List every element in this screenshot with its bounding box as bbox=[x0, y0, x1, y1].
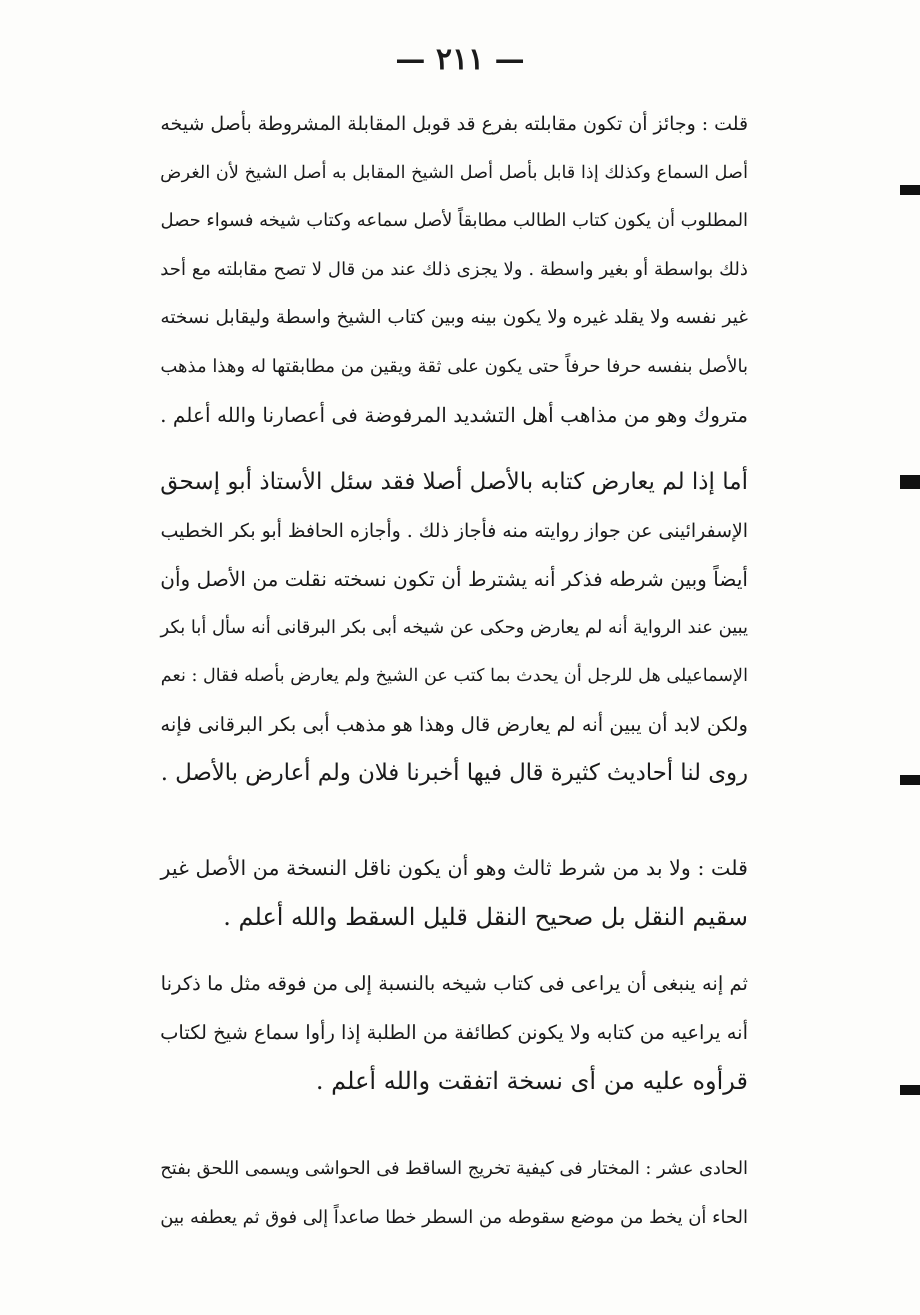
paragraph-2 bbox=[148, 458, 748, 798]
text-line: سقيم النقل بل صحيح النقل قليل السقط والله أعلم . bbox=[223, 902, 748, 931]
text-line: المطلوب أن يكون كتاب الطالب مطابقاً لأصل سماعه وكتاب شيخه فسواء حصل bbox=[160, 210, 748, 231]
text-line: متروك وهو من مذاهب أهل التشديد المرفوضة فى أعصارنا والله أعلم . bbox=[160, 403, 748, 427]
paragraph-5 bbox=[148, 1145, 748, 1242]
text-line: ذلك بواسطة أو بغير واسطة . ولا يجزى ذلك عند من قال لا تصح مقابلته مع أحد bbox=[160, 258, 748, 280]
text-line: يبين عند الرواية أنه لم يعارض وحكى عن شيخه أبى بكر البرقانى أنه سأل أبا بكر bbox=[160, 616, 748, 638]
margin-mark bbox=[900, 775, 920, 785]
paragraph-4 bbox=[148, 960, 748, 1106]
text-line: قرأوه عليه من أى نسخة اتفقت والله أعلم . bbox=[315, 1067, 748, 1095]
paragraph-3 bbox=[148, 844, 748, 941]
margin-mark bbox=[900, 185, 920, 195]
paragraph-1 bbox=[148, 100, 748, 440]
text-line: الإسفرائينى عن جواز روايته منه فأجاز ذلك . وأجازه الحافظ أبو بكر الخطيب bbox=[160, 519, 748, 542]
page-number: — ٢١١ — bbox=[395, 42, 525, 77]
text-line: أصل السماع وكذلك إذا قابل بأصل أصل الشيخ المقابل به أصل الشيخ لأن الغرض bbox=[160, 162, 748, 183]
margin-mark bbox=[900, 1085, 920, 1095]
text-line: قلت : وجائز أن تكون مقابلته بفرع قد قوبل المقابلة المشروطة بأصل شيخه bbox=[160, 113, 748, 135]
text-line: أيضاً وبين شرطه فذكر أنه يشترط أن تكون نسخته نقلت من الأصل وأن bbox=[160, 567, 748, 591]
text-line: ولكن لابد أن يبين أنه لم يعارض قال وهذا هو مذهب أبى بكر البرقانى فإنه bbox=[160, 712, 748, 736]
margin-mark bbox=[900, 475, 920, 489]
text-line: بالأصل بنفسه حرفا حرفاً حتى يكون على ثقة ويقين من مطابقتها له وهذا مذهب bbox=[160, 355, 748, 377]
text-line: أما إذا لم يعارض كتابه بالأصل أصلا فقد سئل الأستاذ أبو إسحق bbox=[160, 469, 748, 495]
text-line: أنه يراعيه من كتابه ولا يكونن كطائفة من الطلبة إذا رأوا سماع شيخ لكتاب bbox=[160, 1020, 748, 1044]
text-line: الحاء أن يخط من موضع سقوطه من السطر خطا صاعداً إلى فوق ثم يعطفه بين bbox=[160, 1206, 748, 1228]
text-line: قلت : ولا بد من شرط ثالث وهو أن يكون ناقل النسخة من الأصل غير bbox=[160, 856, 748, 880]
text-line: ثم إنه ينبغى أن يراعى فى كتاب شيخه بالنسبة إلى من فوقه مثل ما ذكرنا bbox=[160, 972, 748, 995]
text-line: غير نفسه ولا يقلد غيره ولا يكون بينه وبين كتاب الشيخ واسطة وليقابل نسخته bbox=[160, 307, 748, 328]
text-line: الحادى عشر : المختار فى كيفية تخريج الساقط فى الحواشى ويسمى اللحق بفتح bbox=[160, 1159, 748, 1179]
text-line: الإسماعيلى هل للرجل أن يحدث بما كتب عن الشيخ ولم يعارض بأصله فقال : نعم bbox=[160, 666, 748, 686]
text-line: روى لنا أحاديث كثيرة قال فيها أخبرنا فلان ولم أعارض بالأصل . bbox=[160, 760, 748, 786]
